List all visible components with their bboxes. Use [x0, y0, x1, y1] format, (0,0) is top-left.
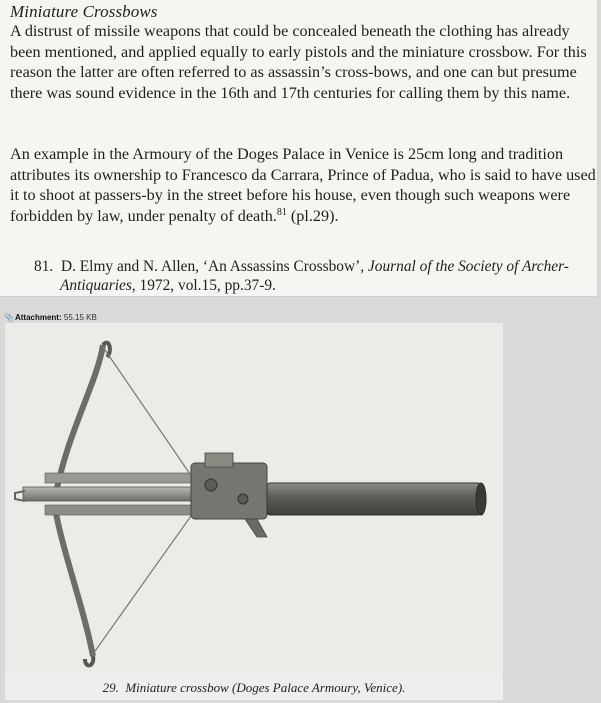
footnote-details: , 1972, vol.15, pp.37-9.	[131, 277, 276, 294]
footnote-line-2	[34, 276, 594, 295]
paperclip-icon: 📎	[4, 313, 14, 322]
attachment-photo[interactable]	[5, 323, 503, 700]
paragraph-2-text: An example in the Armoury of the Doges Palace in Venice is 25cm long and tradition attributes its ownership to Francesco da Carrara, Prince of Padua, who is said to have used it to shoot at passers-by in the street before his house, even though such weapons were forbidden by law, under penalty of death.	[10, 145, 596, 225]
caption-text: Miniature crossbow (Doges Palace Armoury, Venice).	[125, 680, 406, 695]
footnote-journal: Journal of the Society of Archer-	[367, 258, 569, 275]
plate-number: 29.	[102, 680, 119, 695]
crossbow-barrel	[267, 483, 481, 515]
paragraph-2-tail: (pl.29).	[290, 206, 339, 225]
crossbow-photo	[5, 323, 503, 673]
footnote-number: 81.	[34, 258, 54, 275]
paragraph-2	[10, 144, 596, 226]
scanned-page	[0, 0, 598, 297]
attachment-label: Attachment:	[14, 313, 62, 322]
section-heading: Miniature Crossbows	[10, 2, 158, 21]
crossbow-lock-mechanism	[191, 463, 267, 519]
footnote-journal-cont: Antiquaries	[60, 277, 132, 294]
paragraph-1: A distrust of missile weapons that could be concealed beneath the clothing has already been mentioned, and applied equally to early pistols and the miniature crossbow. For this reason the latter are often referred to as assassin’s cross-bows, and one can but presume there was sound evidence in the 16th and 17th centuries for calling them by this name.	[10, 22, 587, 102]
footnote	[34, 257, 594, 295]
attachment-info[interactable]	[4, 313, 97, 322]
footnote-authors: D. Elmy and N. Allen, ‘An Assassins Crossbow’,	[60, 258, 365, 275]
footnote-reference: 81	[276, 206, 287, 218]
attachment-size: 55.15 KB	[63, 313, 97, 322]
photo-caption	[5, 680, 503, 696]
